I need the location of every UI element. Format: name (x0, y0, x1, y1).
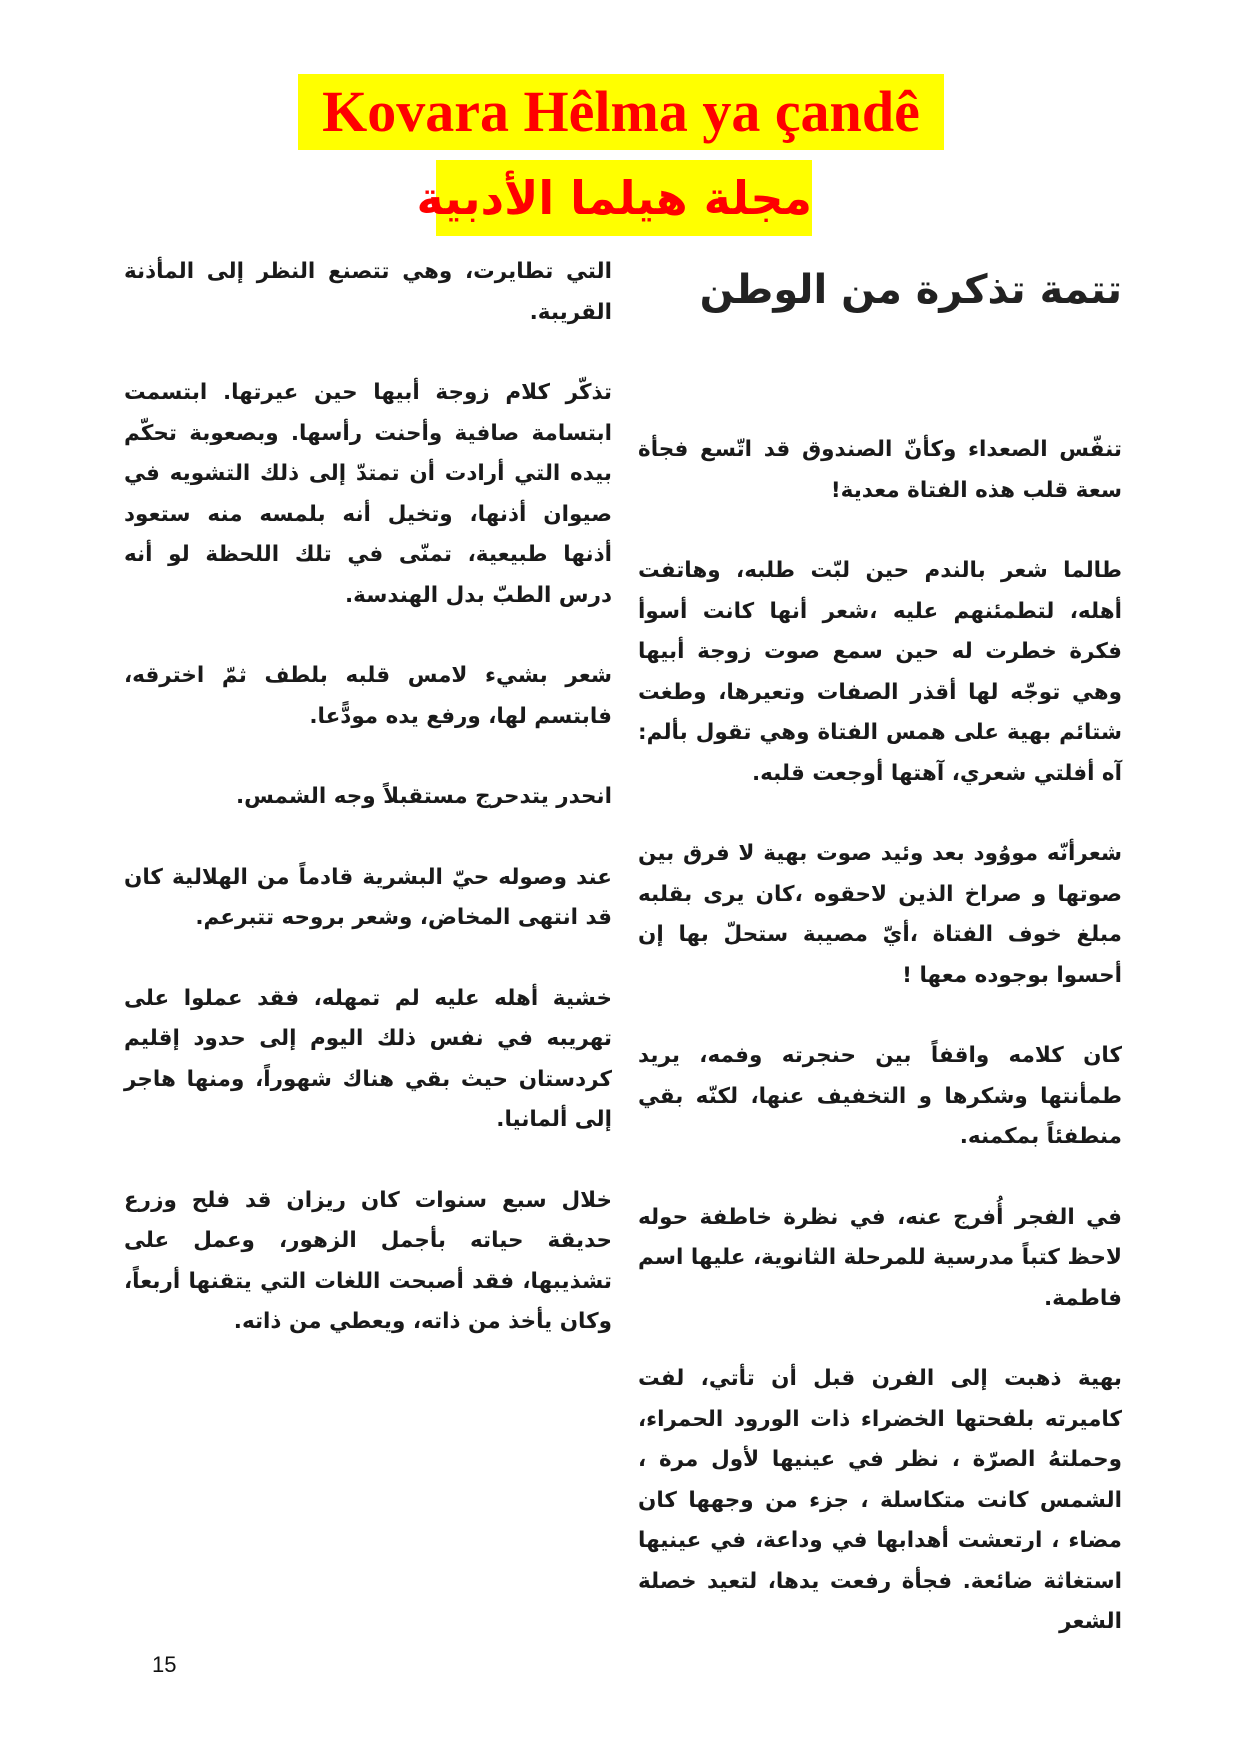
article-heading: تتمة تذكرة من الوطن (699, 267, 1122, 313)
paragraph: خلال سبع سنوات كان ريزان قد فلح وزرع حديقة حياته بأجمل الزهور، وعمل على تشذيبها، فقد أصبحت اللغات التي يتقنها أربعاً، وكان يأخذ من ذاته، ويعطي من ذاته. (124, 1187, 612, 1334)
masthead-latin-title: Kovara Hêlma ya çandê (322, 79, 920, 144)
left-column (124, 252, 612, 1383)
paragraph: التي تطايرت، وهي تتصنع النظر إلى المأذنة القريبة. (124, 259, 612, 325)
paragraph: عند وصوله حيّ البشرية قادماً من الهلالية كان قد انتهى المخاض، وشعر بروحه تتبرعم. (124, 864, 612, 930)
page-number: 15 (152, 1652, 177, 1677)
paragraph: تذكّر كلام زوجة أبيها حين عيرتها. ابتسمت ابتسامة صافية وأحنت رأسها. وبصعوبة تحكّم بيده التي أرادت أن تمتدّ إلى ذلك التشويه في صيوان أذنها، وتخيل أنه بلمسه منه ستعود أذنها طبيعية، تمنّى في تلك اللحظة لو أنه درس الطبّ بدل الهندسة. (124, 380, 612, 608)
masthead-arabic-title: مجلة هيلما الأدبية (416, 171, 812, 225)
paragraph: شعر بشيء لامس قلبه بلطف ثمّ اخترقه، فابتسم لها، ورفع يده مودًّعا. (124, 663, 612, 729)
paragraph: في الفجر أُفرج عنه، في نظرة خاطفة حوله لاحظ كتباً مدرسية للمرحلة الثانوية، عليها اسم فاطمة. (638, 1204, 1122, 1311)
paragraph: شعرأنّه مووُود بعد وئيد صوت بهية لا فرق بين صوتها و صراخ الذين لاحقوه ،كان يرى بقلبه مبلغ خوف الفتاة ،أيّ مصيبة ستحلّ بها إن أحسوا بوجوده معها ! (638, 841, 1122, 988)
paragraph: طالما شعر بالندم حين لبّت طلبه، وهاتفت أهله، لتطمئنهم عليه ،شعر أنها كانت أسوأ فكرة خطرت له حين سمع صوت زوجة أبيها وهي توجّه لها أقذر الصفات وتعيرها، وطغت شتائم بهية على همس الفتاة وهي تقول بألم: آه أفلتي شعري، آهتها أوجعت قلبه. (638, 558, 1122, 786)
paragraph: تنفّس الصعداء وكأنّ الصندوق قد اتّسع فجأة سعة قلب هذه الفتاة معدية! (638, 437, 1122, 503)
paragraph: كان كلامه واقفاً بين حنجرته وفمه، يريد طمأنتها وشكرها و التخفيف عنها، لكنّه بقي منطفئاً بمكمنه. (638, 1043, 1122, 1149)
masthead-arabic-banner (416, 160, 812, 236)
paragraph: انحدر يتدحرج مستقبلاً وجه الشمس. (235, 784, 612, 809)
right-column (638, 430, 1122, 1683)
masthead-latin-banner (298, 74, 944, 150)
paragraph: بهية ذهبت إلى الفرن قبل أن تأتي، لفت كاميرته بلفحتها الخضراء ذات الورود الحمراء، وحملتهُ الصرّة ، نظر في عينيها لأول مرة ، الشمس كانت متكاسلة ، جزء من وجهها كان مضاء ، ارتعشت أهدابها في وداعة، في عينيها استغاثة ضائعة. فجأة رفعت يدها، لتعيد خصلة الشعر (638, 1366, 1122, 1634)
paragraph: خشية أهله عليه لم تمهله، فقد عملوا على تهريبه في نفس ذلك اليوم إلى حدود إقليم كردستان حيث بقي هناك شهوراً، ومنها هاجر إلى ألمانيا. (124, 985, 612, 1132)
